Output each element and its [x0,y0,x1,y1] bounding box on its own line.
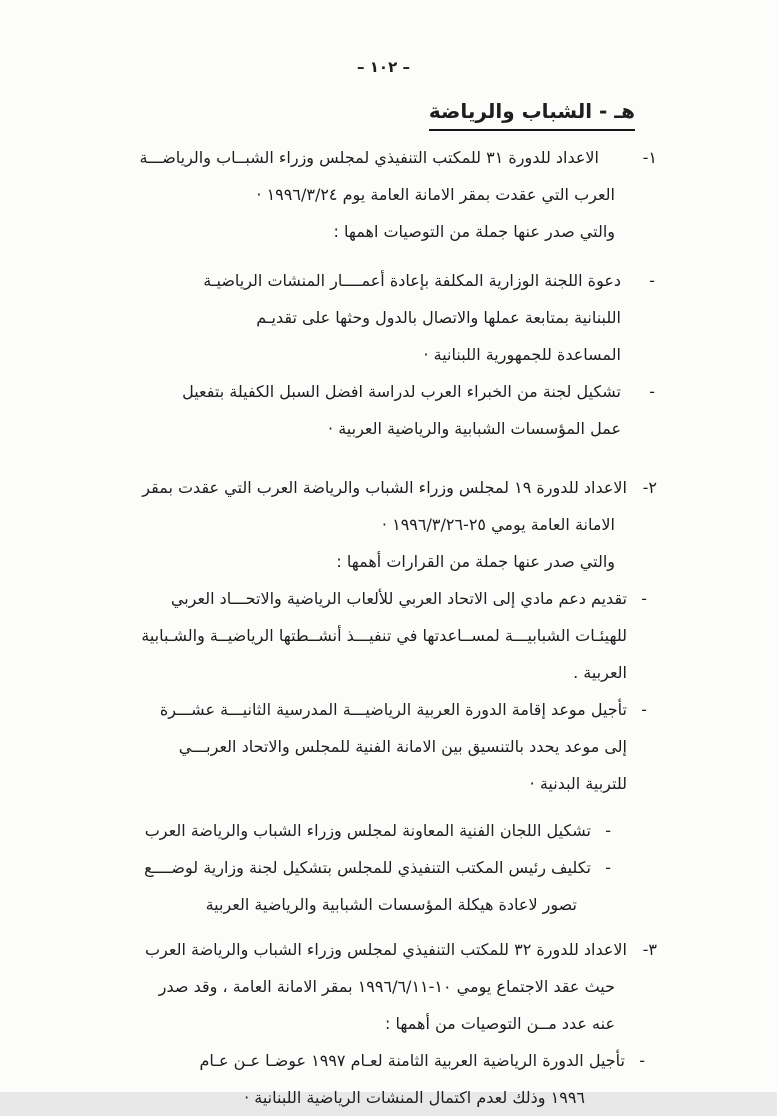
bullet-dash: - [605,821,611,840]
item-2-line-2: الامانة العامة يومي ٢٥-١٩٩٦/٣/٢٦ · [381,515,615,534]
bullet-line: تشكيل اللجان الفنية المعاونة لمجلس وزراء الشباب والرياضة العرب [144,821,591,840]
bullet-line: ١٩٩٦ وذلك لعدم اكتمال المنشات الرياضية اللبنانية · [244,1088,585,1107]
vertical-gap [110,447,657,461]
item-2-first-line [110,469,657,506]
bullet-line: تكليف رئيس المكتب التنفيذي للمجلس بتشكيل لجنة وزارية لوضــــع [144,858,591,877]
bullet-line: للهيئـات الشبابيـــة لمســاعدتها في تنفيـــذ أنشــطتها الرياضيــة والشـبابية [141,626,627,645]
bullet-text [110,373,621,447]
bullet-line: إلى موعد يحدد بالتنسيق بين الامانة الفنية للمجلس والاتحاد العربـــي [178,737,627,756]
item-1-line-1: الاعداد للدورة ٣١ للمكتب التنفيذي لمجلس وزراء الشبــاب والرياضـــة [139,148,599,167]
bullet-line: تأجيل موعد إقامة الدورة العربية الرياضيـــة المدرسية الثانيـــة عشـــرة [159,700,627,719]
page-number: – ١٠٢ – [357,58,410,76]
bullet-text [110,262,621,373]
bullet-dash: - [649,271,655,290]
bullet-line: العربية . [573,663,627,682]
bullet-dash: - [639,1051,645,1070]
bullet-text [110,1042,625,1116]
item-3-first-line [110,931,657,968]
section-heading: هـ - الشباب والرياضة [429,96,635,131]
bullet-line: اللبنانية بمتابعة عملها والاتصال بالدول وحثها على تقديـم [256,308,621,327]
heading-row [110,96,657,131]
bullet-item [110,580,657,691]
bullet-line: تأجيل الدورة الرياضية العربية الثامنة لعـام ١٩٩٧ عوضـا عـن عـام [199,1051,625,1070]
item-3-line-2: حيث عقد الاجتماع يومي ١٠-١٩٩٦/٦/١١ بمقر الامانة العامة ، وقد صدر [158,977,615,996]
item-1-line-3: والتي صدر عنها جملة من التوصيات اهمها : [333,222,615,241]
item-1-marker: ١- [642,148,657,167]
bullet-line: دعوة اللجنة الوزارية المكلفة بإعادة أعمــــار المنشات الرياضيـة [203,271,621,290]
vertical-gap [110,802,657,812]
bullet-item [110,262,657,373]
bullet-line: المساعدة للجمهورية اللبنانية · [423,345,621,364]
item-2-line-3: والتي صدر عنها جملة من القرارات أهمها : [336,552,615,571]
item-3-marker: ٣- [642,940,657,959]
vertical-gap [110,250,657,262]
page-content [110,0,657,1116]
bullet-line: تشكيل لجنة من الخبراء العرب لدراسة افضل السبل الكفيلة بتفعيل [182,382,621,401]
bullet-text [110,580,627,691]
bullet-item [110,812,657,849]
bullet-item [110,1042,657,1116]
bullet-dash: - [641,700,647,719]
numbered-item-2 [110,469,657,580]
bullet-dash: - [649,382,655,401]
numbered-item-1 [110,139,657,250]
item-2-marker: ٢- [642,478,657,497]
bullet-line: تقديم دعم مادي إلى الاتحاد العربي للألعاب الرياضية والاتحـــاد العربي [170,589,627,608]
numbered-item-3 [110,931,657,1042]
bullet-line: عمل المؤسسات الشبابية والرياضية العربية · [328,419,621,438]
bullet-text [110,812,591,849]
bullet-text [110,849,591,923]
item-1-line-2: العرب التي عقدت بمقر الامانة العامة يوم ١٩٩٦/٣/٢٤ · [256,185,615,204]
bullet-line: للتربية البدنية · [529,774,627,793]
bullet-item [110,373,657,447]
bullet-item [110,691,657,802]
bullet-text [110,691,627,802]
bullet-line: تصور لاعادة هيكلة المؤسسات الشبابية والرياضية العربية [205,895,577,914]
item-2-line-1: الاعداد للدورة ١٩ لمجلس وزراء الشباب والرياضة العرب التي عقدت بمقر [142,478,627,497]
bullet-dash: - [605,858,611,877]
item-3-line-1: الاعداد للدورة ٣٢ للمكتب التنفيذي لمجلس وزراء الشباب والرياضة العرب [144,940,627,959]
item-1-first-line [110,139,657,176]
bullet-dash: - [641,589,647,608]
item-3-line-3: عنه عدد مــن التوصيات من أهمها : [385,1014,615,1033]
bullet-item [110,849,657,923]
